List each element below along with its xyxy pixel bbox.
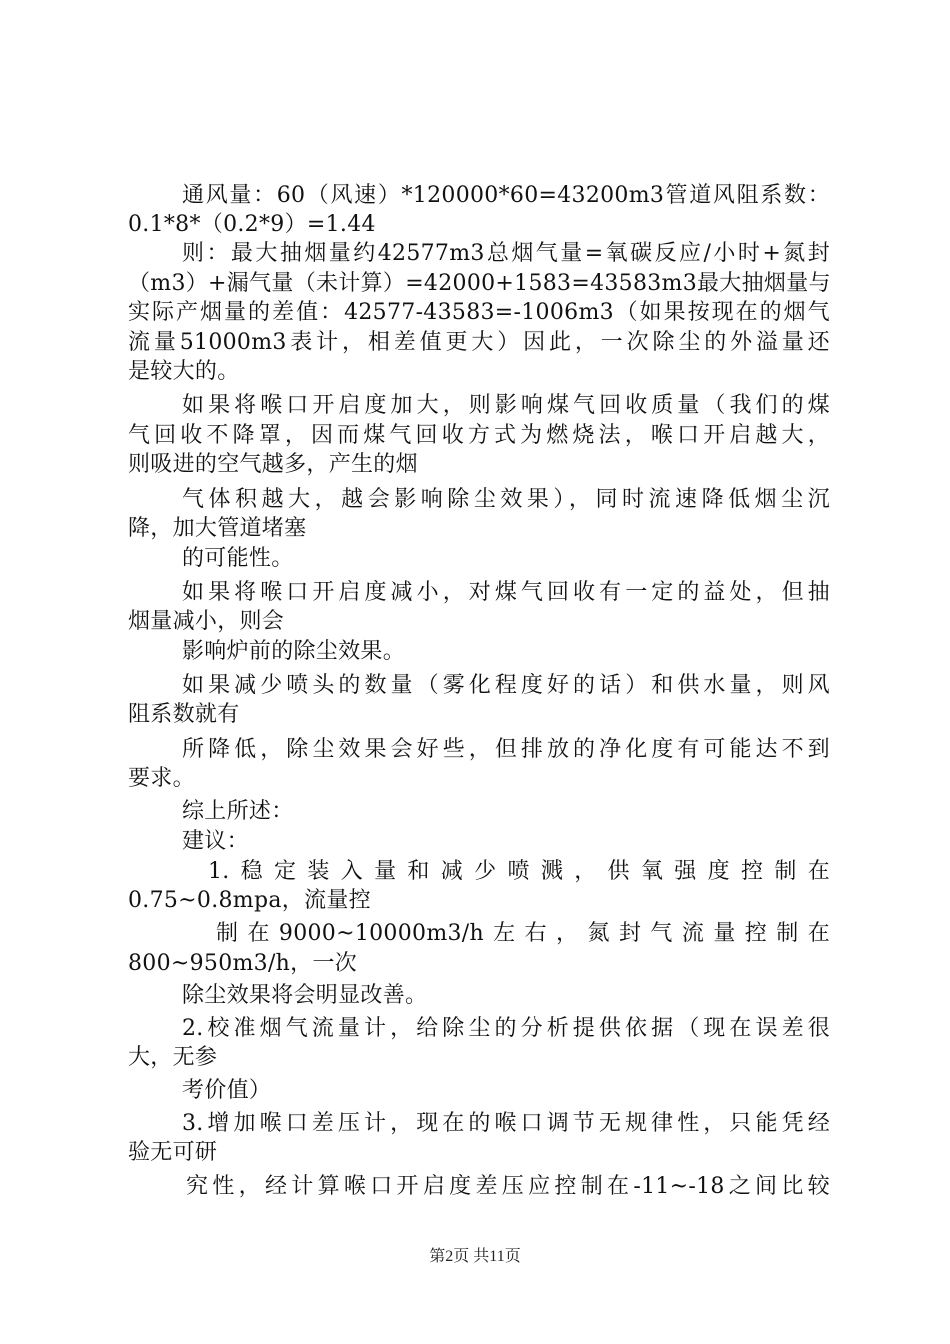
text-line: （m3）+漏气量（未计算）=42000+1583=43583m3最大抽烟量与: [128, 271, 831, 296]
text-line: 制在9000~10000m3/h左右，氮封气流量控制在: [216, 921, 830, 946]
text-line: 综上所述：: [182, 799, 294, 824]
text-line: 考价值）: [182, 1078, 272, 1103]
page-footer: 第2页 共11页: [429, 1248, 521, 1265]
text-line: 的可能性。: [182, 546, 294, 571]
text-line: 800~950m3/h，一次: [128, 951, 358, 976]
text-line: 则吸进的空气越多，产生的烟: [128, 452, 418, 477]
text-line: 降，加大管道堵塞: [128, 516, 307, 541]
text-line: 通风量：60（风速）*120000*60=43200m3管道风阻系数：: [182, 183, 830, 208]
text-line: 如果将喉口开启度减小，对煤气回收有一定的益处，但抽: [182, 580, 830, 605]
text-line: 气回收不降罩，因而煤气回收方式为燃烧法，喉口开启越大，: [128, 423, 830, 448]
text-line: 所降低，除尘效果会好些，但排放的净化度有可能达不到: [182, 737, 830, 762]
text-line: 气体积越大，越会影响除尘效果），同时流速降低烟尘沉: [182, 487, 830, 512]
text-line: 0.1*8*（0.2*9）=1.44: [128, 212, 376, 237]
text-line: 烟量减小，则会: [128, 609, 285, 634]
text-line: 如果将喉口开启度加大，则影响煤气回收质量（我们的煤: [182, 393, 830, 418]
text-line: 究性，经计算喉口开启度差压应控制在-11~-18之间比较: [186, 1174, 830, 1199]
text-line: 影响炉前的除尘效果。: [182, 639, 406, 664]
text-line: 1.稳定装入量和减少喷溅，供氧强度控制在: [208, 859, 830, 884]
text-line: 0.75~0.8mpa，流量控: [128, 888, 371, 913]
text-line: 3.增加喉口差压计，现在的喉口调节无规律性，只能凭经: [182, 1111, 830, 1136]
text-line: 建议：: [182, 829, 249, 854]
text-line: 验无可研: [128, 1140, 218, 1165]
text-line: 要求。: [128, 766, 195, 791]
text-line: 除尘效果将会明显改善。: [182, 983, 428, 1008]
text-line: 如果减少喷头的数量（雾化程度好的话）和供水量，则风: [182, 673, 830, 698]
text-line: 则：最大抽烟量约42577m3总烟气量=氧碳反应/小时+氮封: [182, 241, 830, 266]
text-line: 阻系数就有: [128, 702, 240, 727]
text-line: 实际产烟量的差值：42577-43583=-1006m3（如果按现在的烟气: [128, 300, 830, 325]
text-line: 2.校准烟气流量计，给除尘的分析提供依据（现在误差很: [182, 1016, 830, 1041]
text-line: 流量51000m3表计，相差值更大）因此，一次除尘的外溢量还: [128, 330, 830, 355]
text-line: 大，无参: [128, 1045, 218, 1070]
text-line: 是较大的。: [128, 359, 240, 384]
